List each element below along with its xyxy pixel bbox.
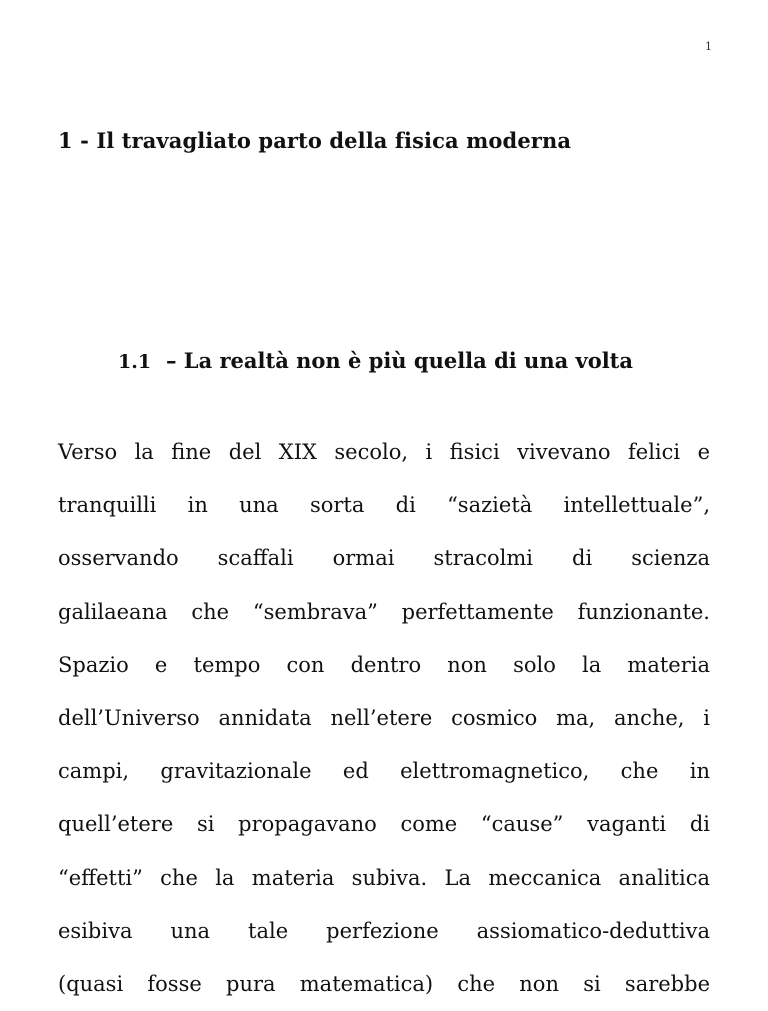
paragraph-line: tranquilli in una sorta di “sazietà intellettuale”, [58,493,710,518]
paragraph-line: esibiva una tale perfezione assiomatico-deduttiva [58,918,710,943]
section-number: 1.1 [118,351,152,373]
paragraph-line: Verso la fine del XIX secolo, i fisici vivevano felici e [58,440,710,464]
paragraph-line: campi, gravitazionale ed elettromagnetico, che in [58,759,710,784]
chapter-title: 1 - Il travagliato parto della fisica moderna [58,128,572,153]
paragraph-line: (quasi fosse pura matematica) che non si sarebbe [58,971,710,996]
page-number: 1 [705,40,712,53]
paragraph-line: “effetti” che la materia subiva. La meccanica analitica [58,865,710,890]
paragraph-line: osservando scaffali ormai stracolmi di scienza [58,546,710,571]
section-heading [118,348,633,373]
section-title: – La realtà non è più quella di una volta [166,348,633,373]
paragraph-line: dell’Universo annidata nell’etere cosmico ma, anche, i [58,705,710,730]
paragraph-line: galilaeana che “sembrava” perfettamente funzionante. [58,599,710,624]
body-paragraph [58,426,710,1011]
paragraph-line: Spazio e tempo con dentro non solo la materia [58,652,710,677]
paragraph-line: quell’etere si propagavano come “cause” vaganti di [58,812,710,837]
